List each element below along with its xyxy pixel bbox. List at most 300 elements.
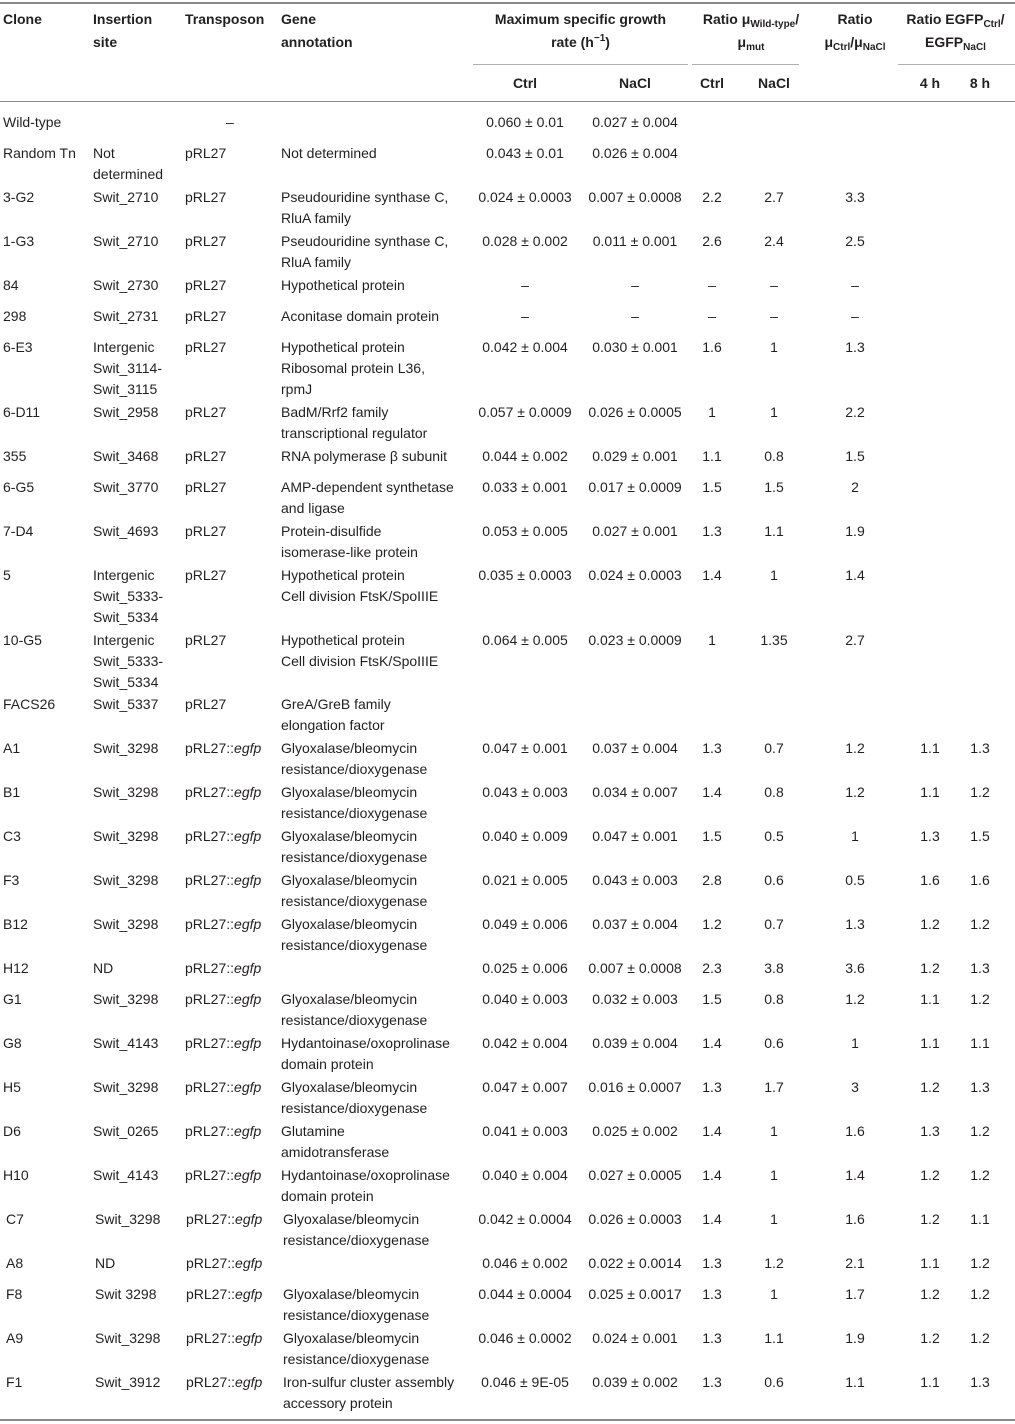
cell-r-cn: 1.2	[845, 740, 865, 756]
transposon-gene: egfp	[234, 740, 262, 756]
gene-line: Pseudouridine synthase C,	[281, 189, 449, 205]
cell-mu-nacl: 0.039 ± 0.002	[592, 1374, 678, 1390]
cell-site	[93, 337, 162, 400]
cell-r-cn: 1.1	[845, 1374, 865, 1390]
cell-r-ctrl: 1.4	[702, 1211, 722, 1227]
cell-tn	[186, 1372, 262, 1393]
cell-gene	[281, 275, 405, 296]
cell-mu-nacl: 0.027 ± 0.001	[592, 523, 678, 539]
cell-mu-ctrl: 0.060 ± 0.01	[486, 114, 564, 130]
gene-line: Glyoxalase/bleomycin	[281, 991, 418, 1007]
gene-line: Hydantoinase/oxoprolinase	[281, 1035, 450, 1051]
cell-tn	[186, 1253, 262, 1274]
cell-clone: 6-G5	[3, 479, 35, 495]
cell-site	[93, 738, 158, 759]
cell-gene	[281, 337, 425, 400]
cell-mu-ctrl: 0.040 ± 0.003	[482, 991, 568, 1007]
gene-line: Glutamine	[281, 1123, 345, 1139]
gene-line: AMP-dependent synthetase	[281, 479, 454, 495]
cell-e4: 1.2	[920, 1167, 940, 1183]
cell-r-cn: 1.4	[845, 1167, 865, 1183]
gene-line: Glyoxalase/bleomycin	[283, 1211, 420, 1227]
cell-site	[93, 402, 158, 423]
cell-gene	[281, 694, 391, 736]
gene-line: resistance/dioxygenase	[281, 1100, 428, 1116]
growth-rate-underline	[473, 64, 688, 65]
cell-r-nacl: 1	[770, 1211, 778, 1227]
cell-tn	[185, 1165, 261, 1186]
gene-line: Hypothetical protein	[281, 567, 405, 583]
ratio-mu-underline	[692, 64, 799, 65]
site-line: Swit_3298	[93, 740, 159, 756]
cell-tn	[186, 1328, 262, 1349]
cell-r-nacl: 0.6	[764, 872, 784, 888]
gene-line: Glyoxalase/bleomycin	[283, 1330, 420, 1346]
cell-e8: 1.5	[970, 828, 990, 844]
header-egfp-nacl: NaCl	[963, 42, 986, 53]
cell-e8: 1.2	[970, 916, 990, 932]
cell-clone: F8	[6, 1286, 23, 1302]
gene-line: Aconitase domain protein	[281, 308, 439, 324]
cell-tn	[185, 989, 261, 1010]
cell-e4: 1.1	[920, 1035, 940, 1051]
header-ratio-mu-a: Ratio μ	[702, 11, 751, 27]
cell-r-ctrl: 1.5	[702, 828, 722, 844]
cell-clone: H12	[3, 960, 29, 976]
cell-gene	[281, 914, 427, 956]
cell-e4: 1.2	[920, 1211, 940, 1227]
cell-mu-nacl: 0.027 ± 0.0005	[588, 1167, 682, 1183]
cell-site	[93, 958, 113, 979]
subheader-4h: 4 h	[919, 75, 941, 91]
cell-site	[93, 477, 158, 498]
cell-mu-nacl: –	[631, 308, 639, 324]
subheader-ratio-nacl: NaCl	[758, 75, 790, 91]
cell-r-ctrl: 1.3	[702, 523, 722, 539]
cell-gene	[281, 565, 438, 607]
cell-clone: B1	[3, 784, 21, 800]
cell-tn	[185, 738, 261, 759]
gene-line: rpmJ	[281, 381, 313, 397]
gene-line: Cell division FtsK/SpoIIIE	[281, 653, 439, 669]
cell-site	[93, 1165, 158, 1186]
cell-mu-nacl: 0.034 ± 0.007	[592, 784, 678, 800]
site-line: Intergenic	[93, 339, 155, 355]
site-line: Swit_3770	[93, 479, 159, 495]
header-bottom-rule	[0, 101, 1015, 102]
transposon-gene: egfp	[235, 1211, 263, 1227]
cell-mu-nacl: 0.037 ± 0.004	[592, 916, 678, 932]
cell-r-cn: 1	[851, 828, 859, 844]
header-growth-rate	[473, 8, 688, 54]
cell-r-cn: 1.9	[845, 523, 865, 539]
cell-mu-ctrl: 0.042 ± 0.004	[482, 1035, 568, 1051]
cell-clone: 6-E3	[3, 339, 33, 355]
subheader-8h: 8 h	[969, 75, 991, 91]
cell-r-nacl: 1	[770, 1123, 778, 1139]
transposon-base: pRL27::	[186, 1255, 236, 1271]
transposon-gene: egfp	[234, 960, 262, 976]
cell-tn: pRL27	[185, 189, 227, 205]
cell-mu-ctrl: 0.041 ± 0.003	[482, 1123, 568, 1139]
cell-r-ctrl: 1.3	[702, 1374, 722, 1390]
header-ratio-mu-slash: /	[795, 11, 800, 27]
cell-r-nacl: 1	[770, 339, 778, 355]
site-line: Swit_3912	[95, 1374, 161, 1390]
transposon-base: pRL27::	[185, 916, 235, 932]
cell-e8: 1.2	[970, 1167, 990, 1183]
header-egfp-slash: /	[1000, 11, 1005, 27]
cell-tn: –	[226, 114, 234, 130]
cell-r-ctrl: 1.1	[702, 448, 722, 464]
cell-mu-nacl: 0.007 ± 0.0008	[588, 960, 682, 976]
site-line: Intergenic	[93, 567, 155, 583]
cell-e4: 1.2	[920, 1079, 940, 1095]
cell-tn: pRL27	[185, 448, 227, 464]
cell-gene	[281, 782, 427, 824]
bottom-rule	[0, 1419, 1015, 1421]
transposon-gene: egfp	[234, 991, 262, 1007]
gene-line: and ligase	[281, 500, 345, 516]
cell-mu-nacl: 0.026 ± 0.0003	[588, 1211, 682, 1227]
cell-r-ctrl: 1.4	[702, 567, 722, 583]
cell-site	[93, 914, 158, 935]
cell-mu-ctrl: 0.057 ± 0.0009	[478, 404, 572, 420]
cell-r-ctrl: 1.3	[702, 1286, 722, 1302]
cell-r-ctrl: 1	[708, 404, 716, 420]
cell-gene	[281, 630, 438, 672]
cell-r-cn: 2.1	[845, 1255, 865, 1271]
cell-gene	[281, 738, 427, 780]
cell-gene	[281, 1121, 389, 1163]
cell-site	[93, 275, 158, 296]
cell-r-ctrl: 1.6	[702, 339, 722, 355]
gene-line: resistance/dioxygenase	[281, 805, 428, 821]
gene-line: resistance/dioxygenase	[281, 761, 428, 777]
cell-site	[93, 870, 158, 891]
header-ratio-ctrl-nacl	[810, 8, 900, 54]
cell-r-cn: 1.3	[845, 916, 865, 932]
cell-mu-nacl: 0.016 ± 0.0007	[588, 1079, 682, 1095]
cell-mu-ctrl: 0.049 ± 0.006	[482, 916, 568, 932]
gene-line: Hypothetical protein	[281, 277, 405, 293]
cell-mu-ctrl: 0.024 ± 0.0003	[478, 189, 572, 205]
transposon-base: pRL27::	[185, 1123, 235, 1139]
top-rule	[0, 2, 1015, 4]
gene-line: Glyoxalase/bleomycin	[281, 1079, 418, 1095]
cell-e4: 1.1	[920, 1374, 940, 1390]
cell-r-nacl: 1.7	[764, 1079, 784, 1095]
cell-e8: 1.2	[970, 1255, 990, 1271]
cell-site	[93, 1121, 158, 1142]
cell-r-nacl: 1	[770, 1286, 778, 1302]
cell-clone: FACS26	[3, 696, 56, 712]
cell-clone: 355	[3, 448, 27, 464]
header-growth-exponent: −1	[593, 33, 606, 44]
cell-r-nacl: 0.8	[764, 448, 784, 464]
subheader-nacl: NaCl	[619, 75, 651, 91]
site-line: Swit_3468	[93, 448, 159, 464]
cell-clone: A9	[6, 1330, 24, 1346]
cell-gene	[281, 306, 439, 327]
cell-r-cn: 3.6	[845, 960, 865, 976]
gene-line: domain protein	[281, 1056, 374, 1072]
cell-e4: 1.2	[920, 1286, 940, 1302]
cell-r-nacl: 0.6	[764, 1035, 784, 1051]
cell-r-nacl: 1.2	[764, 1255, 784, 1271]
cell-mu-nacl: 0.043 ± 0.003	[592, 872, 678, 888]
header-ratio-egfp	[896, 8, 1015, 54]
cell-r-nacl: –	[770, 308, 778, 324]
cell-mu-nacl: 0.024 ± 0.0003	[588, 567, 682, 583]
cell-e4: 1.3	[920, 828, 940, 844]
cell-site	[95, 1209, 160, 1230]
cell-clone: 84	[3, 277, 19, 293]
cell-mu-nacl: 0.011 ± 0.001	[592, 233, 678, 249]
cell-r-nacl: 1.5	[764, 479, 784, 495]
header-ratio-mu-b: μ	[737, 34, 747, 50]
gene-line: Protein-disulfide	[281, 523, 382, 539]
cell-r-cn: 1	[851, 1035, 859, 1051]
cell-gene	[281, 1165, 450, 1207]
cell-r-ctrl: 1.4	[702, 784, 722, 800]
gene-line: resistance/dioxygenase	[281, 893, 428, 909]
cell-r-ctrl: 1.5	[702, 479, 722, 495]
gene-line: transcriptional regulator	[281, 425, 428, 441]
gene-line: Pseudouridine synthase C,	[281, 233, 449, 249]
gene-line: isomerase-like protein	[281, 544, 418, 560]
header-growth-line1: Maximum specific growth	[494, 11, 667, 27]
cell-clone: F1	[6, 1374, 23, 1390]
cell-gene	[283, 1372, 454, 1414]
cell-mu-ctrl: 0.043 ± 0.01	[486, 145, 564, 161]
cell-r-nacl: 1	[770, 1167, 778, 1183]
gene-line: Glyoxalase/bleomycin	[283, 1286, 420, 1302]
cell-r-cn: 1.4	[845, 567, 865, 583]
cell-site	[93, 187, 158, 208]
cell-r-nacl: 0.7	[764, 916, 784, 932]
gene-line: GreA/GreB family	[281, 696, 391, 712]
cell-e8: 1.1	[970, 1035, 990, 1051]
gene-line: RluA family	[281, 254, 352, 270]
transposon-gene: egfp	[234, 1123, 262, 1139]
transposon-base: pRL27::	[185, 1167, 235, 1183]
cell-e4: 1.1	[920, 740, 940, 756]
cell-clone: H10	[3, 1167, 29, 1183]
cell-e8: 1.2	[970, 784, 990, 800]
cell-mu-ctrl: 0.028 ± 0.002	[482, 233, 568, 249]
cell-tn: pRL27	[185, 523, 227, 539]
cell-site	[93, 1077, 158, 1098]
cell-mu-nacl: 0.026 ± 0.0005	[588, 404, 682, 420]
cell-r-ctrl: 2.3	[702, 960, 722, 976]
gene-line: Hypothetical protein	[281, 632, 405, 648]
cell-r-cn: 1.2	[845, 784, 865, 800]
cell-clone: G1	[3, 991, 22, 1007]
site-line: ND	[93, 960, 114, 976]
cell-tn	[185, 1033, 261, 1054]
site-line: Intergenic	[93, 632, 155, 648]
cell-r-cn: 3.3	[845, 189, 865, 205]
transposon-gene: egfp	[235, 1255, 263, 1271]
cell-r-cn: 2.7	[845, 632, 865, 648]
site-line: Swit_4693	[93, 523, 159, 539]
gene-line: domain protein	[281, 1188, 374, 1204]
cell-mu-ctrl: 0.046 ± 0.0002	[478, 1330, 572, 1346]
header-ratio-mu-mut: mut	[746, 42, 765, 53]
cell-mu-ctrl: 0.040 ± 0.004	[482, 1167, 568, 1183]
cell-mu-nacl: 0.030 ± 0.001	[592, 339, 678, 355]
site-line: Swit_5334	[93, 609, 159, 625]
subheader-ctrl: Ctrl	[512, 75, 538, 91]
cell-r-cn: 0.5	[845, 872, 865, 888]
cell-site	[93, 782, 158, 803]
header-ratio-cn-mu: μ	[824, 34, 834, 50]
cell-r-cn: 2.5	[845, 233, 865, 249]
cell-mu-ctrl: 0.047 ± 0.001	[482, 740, 568, 756]
cell-e8: 1.2	[970, 991, 990, 1007]
cell-gene	[281, 989, 427, 1031]
cell-r-nacl: 1.35	[760, 632, 788, 648]
cell-mu-nacl: 0.032 ± 0.003	[592, 991, 678, 1007]
cell-mu-nacl: 0.017 ± 0.0009	[588, 479, 682, 495]
gene-line: Glyoxalase/bleomycin	[281, 784, 418, 800]
transposon-base: pRL27::	[185, 991, 235, 1007]
cell-r-ctrl: 1.3	[702, 740, 722, 756]
cell-e8: 1.3	[970, 960, 990, 976]
cell-e8: 1.2	[970, 1286, 990, 1302]
header-growth-suffix: )	[605, 34, 610, 50]
cell-gene	[283, 1284, 429, 1326]
cell-site	[93, 1033, 158, 1054]
header-gene-line2: annotation	[281, 34, 353, 50]
cell-e4: 1.1	[920, 991, 940, 1007]
transposon-base: pRL27::	[185, 740, 235, 756]
site-line: Swit_3298	[93, 872, 159, 888]
header-insertion-line2: site	[93, 34, 118, 50]
gene-line: resistance/dioxygenase	[281, 1012, 428, 1028]
cell-e4: 1.1	[920, 784, 940, 800]
site-line: Swit_2710	[93, 189, 159, 205]
cell-clone: 298	[3, 308, 27, 324]
transposon-gene: egfp	[234, 1079, 262, 1095]
cell-tn: pRL27	[185, 479, 227, 495]
cell-mu-ctrl: –	[521, 277, 529, 293]
site-line: Swit_5333-	[93, 588, 164, 604]
cell-r-ctrl: 1	[708, 632, 716, 648]
header-ratio-cn-mid: /μ	[850, 34, 863, 50]
cell-r-nacl: 0.8	[764, 784, 784, 800]
cell-mu-nacl: –	[631, 277, 639, 293]
transposon-base: pRL27::	[186, 1374, 236, 1390]
gene-line: Iron-sulfur cluster assembly	[283, 1374, 455, 1390]
cell-e8: 1.1	[970, 1211, 990, 1227]
cell-r-ctrl: 1.5	[702, 991, 722, 1007]
cell-e4: 1.1	[920, 1255, 940, 1271]
cell-tn: pRL27	[185, 308, 227, 324]
site-line: Swit_3298	[95, 1211, 161, 1227]
cell-r-nacl: 0.6	[764, 1374, 784, 1390]
cell-tn	[185, 1121, 261, 1142]
cell-r-nacl: 3.8	[764, 960, 784, 976]
cell-gene	[281, 1077, 427, 1119]
gene-line: Hypothetical protein	[281, 339, 405, 355]
site-line: Swit_4143	[93, 1167, 159, 1183]
cell-r-nacl: –	[770, 277, 778, 293]
site-line: Not	[93, 145, 115, 161]
cell-mu-ctrl: 0.040 ± 0.009	[482, 828, 568, 844]
transposon-gene: egfp	[234, 784, 262, 800]
cell-r-cn: 1.3	[845, 339, 865, 355]
cell-e8: 1.2	[970, 1123, 990, 1139]
cell-r-cn: –	[851, 308, 859, 324]
gene-line: elongation factor	[281, 717, 385, 733]
transposon-gene: egfp	[234, 1167, 262, 1183]
cell-site	[93, 231, 158, 252]
cell-mu-ctrl: –	[521, 308, 529, 324]
cell-site	[93, 630, 163, 693]
cell-tn	[185, 782, 261, 803]
cell-mu-ctrl: 0.025 ± 0.006	[482, 960, 568, 976]
cell-clone: C7	[6, 1211, 24, 1227]
cell-clone: 5	[3, 567, 11, 583]
cell-site	[95, 1284, 156, 1305]
transposon-gene: egfp	[235, 1286, 263, 1302]
cell-clone: A8	[6, 1255, 24, 1271]
gene-line: amidotransferase	[281, 1144, 390, 1160]
transposon-base: pRL27::	[185, 784, 235, 800]
cell-clone: 7-D4	[3, 523, 34, 539]
cell-mu-ctrl: 0.042 ± 0.0004	[478, 1211, 572, 1227]
cell-site	[95, 1328, 160, 1349]
transposon-gene: egfp	[234, 1035, 262, 1051]
header-ratio-mu-wt: Wild-type	[750, 19, 796, 30]
header-ratio-cn-nacl: NaCl	[862, 42, 886, 53]
cell-site	[95, 1372, 160, 1393]
site-line: Swit_3114-	[93, 360, 163, 376]
cell-gene	[281, 143, 377, 164]
cell-mu-nacl: 0.022 ± 0.0014	[588, 1255, 682, 1271]
header-gene-line1: Gene	[281, 11, 317, 27]
gene-line: Cell division FtsK/SpoIIIE	[281, 588, 439, 604]
transposon-base: pRL27::	[185, 960, 235, 976]
cell-site	[93, 989, 158, 1010]
cell-r-cn: 2.2	[845, 404, 865, 420]
site-line: Swit_2710	[93, 233, 159, 249]
cell-mu-nacl: 0.024 ± 0.001	[592, 1330, 678, 1346]
gene-line: resistance/dioxygenase	[283, 1307, 430, 1323]
cell-clone: 6-D11	[3, 404, 41, 420]
cell-site	[93, 565, 163, 628]
cell-r-ctrl: –	[708, 277, 716, 293]
site-line: Swit_5334	[93, 674, 159, 690]
transposon-base: pRL27::	[185, 828, 235, 844]
cell-r-ctrl: 1.4	[702, 1123, 722, 1139]
header-egfp-b: EGFP	[925, 34, 964, 50]
cell-tn: pRL27	[185, 339, 227, 355]
cell-mu-ctrl: 0.044 ± 0.002	[482, 448, 568, 464]
cell-r-cn: 1.6	[845, 1211, 865, 1227]
cell-tn	[185, 870, 261, 891]
header-clone: Clone	[3, 11, 42, 27]
cell-mu-ctrl: 0.053 ± 0.005	[482, 523, 568, 539]
cell-tn: pRL27	[185, 567, 227, 583]
transposon-gene: egfp	[234, 916, 262, 932]
cell-r-nacl: 2.7	[764, 189, 784, 205]
cell-gene	[281, 402, 427, 444]
transposon-base: pRL27::	[186, 1211, 236, 1227]
cell-clone: D6	[3, 1123, 21, 1139]
